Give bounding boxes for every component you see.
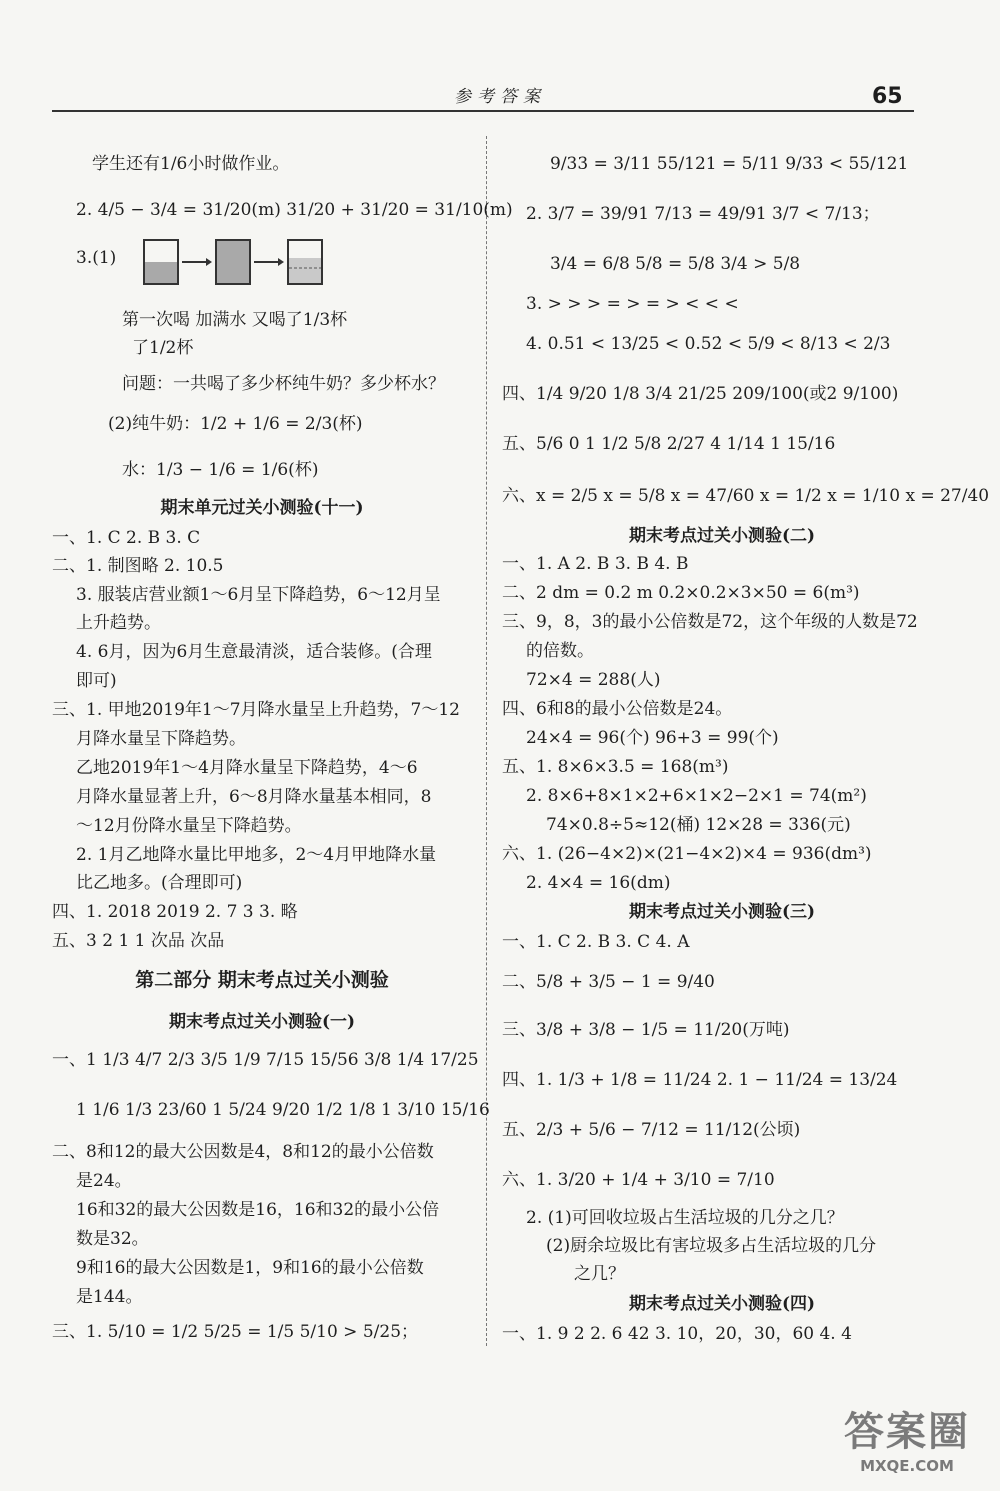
answer-line: 2. 8×6+8×1×2+6×1×2−2×1 = 74(m²) bbox=[526, 786, 867, 806]
answer-line: ～12月份降水量呈下降趋势。 bbox=[76, 816, 302, 836]
answer-line: 一、1. 9 2 2. 6 42 3. 10，20，30，60 4. 4 bbox=[502, 1324, 852, 1344]
watermark-logo: 答案圈 bbox=[844, 1409, 970, 1455]
answer-line: 三、1. 甲地2019年1～7月降水量呈上升趋势，7～12 bbox=[52, 700, 460, 720]
answer-line: 二、1. 制图略 2. 10.5 bbox=[52, 556, 224, 576]
answer-line: 三、3/8 + 3/8 − 1/5 = 11/20(万吨) bbox=[502, 1020, 790, 1040]
answer-line: 月降水量显著上升，6～8月降水量基本相同，8 bbox=[76, 787, 432, 807]
answer-line: 六、1. (26−4×2)×(21−4×2)×4 = 936(dm³) bbox=[502, 844, 872, 864]
answer-line: 五、5/6 0 1 1/2 5/8 2/27 4 1/14 1 15/16 bbox=[502, 434, 836, 454]
answer-line: 四、1/4 9/20 1/8 3/4 21/25 209/100(或2 9/100) bbox=[502, 384, 899, 404]
answer-line: 比乙地多。(合理即可) bbox=[76, 873, 243, 893]
answer-line: 9和16的最大公因数是1，9和16的最小公倍数 bbox=[76, 1258, 424, 1278]
answer-line: 二、8和12的最大公因数是4，8和12的最小公倍数 bbox=[52, 1142, 434, 1162]
answer-line: 是144。 bbox=[76, 1287, 143, 1307]
answer-line: 即可) bbox=[76, 671, 117, 691]
answer-line: 2. 4/5 − 3/4 = 31/20(m) 31/20 + 31/20 = 31/10(m) bbox=[76, 200, 513, 220]
answer-line: 2. 3/7 = 39/91 7/13 = 49/91 3/7 < 7/13； bbox=[526, 204, 880, 224]
answer-line: 四、1. 2018 2019 2. 7 3 3. 略 bbox=[52, 902, 298, 922]
answer-line: 3. > > > = > = > < < < bbox=[526, 294, 739, 314]
answer-line: 五、3 2 1 1 次品 次品 bbox=[52, 931, 225, 951]
cup-3-liquid bbox=[289, 258, 321, 283]
answer-line: 二、5/8 + 3/5 − 1 = 9/40 bbox=[502, 972, 715, 992]
answer-line: 一、1 1/3 4/7 2/3 3/5 1/9 7/15 15/56 3/8 1/4 17/25 bbox=[52, 1050, 479, 1070]
answer-line: (2)纯牛奶：1/2 + 1/6 = 2/3(杯) bbox=[108, 414, 363, 434]
answer-line: 72×4 = 288(人) bbox=[526, 670, 661, 690]
answer-line: 的倍数。 bbox=[526, 641, 594, 661]
answer-line: 学生还有1/6小时做作业。 bbox=[92, 154, 290, 174]
watermark-url: MXQE.COM bbox=[860, 1457, 954, 1475]
answer-line: 问题：一共喝了多少杯纯牛奶？多少杯水？ bbox=[122, 374, 445, 394]
answer-line: 水：1/3 − 1/6 = 1/6(杯) bbox=[122, 460, 319, 480]
watermark bbox=[822, 1400, 992, 1475]
section-heading: 期末考点过关小测验(三) bbox=[628, 902, 816, 922]
header-title: 参考答案 bbox=[454, 87, 546, 107]
answer-line: 74×0.8÷5≈12(桶) 12×28 = 336(元) bbox=[546, 815, 851, 835]
answer-line: 3. 服装店营业额1～6月呈下降趋势，6～12月呈 bbox=[76, 585, 441, 605]
answer-line: 一、1. C 2. B 3. C 4. A bbox=[502, 932, 690, 952]
answer-line: 数是32。 bbox=[76, 1229, 149, 1249]
answer-line: 3/4 = 6/8 5/8 = 5/8 3/4 > 5/8 bbox=[550, 254, 801, 274]
answer-line: 一、1. A 2. B 3. B 4. B bbox=[502, 554, 689, 574]
answer-line: 乙地2019年1～4月降水量呈下降趋势，4～6 bbox=[76, 758, 418, 778]
section-heading: 第二部分 期末考点过关小测验 bbox=[135, 969, 389, 991]
answer-line: 五、2/3 + 5/6 − 7/12 = 11/12(公顷) bbox=[502, 1120, 801, 1140]
answer-line: 4. 6月，因为6月生意最清淡，适合装修。(合理 bbox=[76, 642, 432, 662]
section-heading: 期末考点过关小测验(二) bbox=[628, 526, 816, 546]
answer-line: 四、6和8的最小公倍数是24。 bbox=[502, 699, 733, 719]
answer-line: 上升趋势。 bbox=[76, 613, 161, 633]
answer-line: 2. 1月乙地降水量比甲地多，2～4月甲地降水量 bbox=[76, 845, 437, 865]
milk-cups-diagram bbox=[142, 238, 362, 286]
arrow-2-head bbox=[278, 258, 284, 266]
answer-line: 1 1/6 1/3 23/60 1 5/24 9/20 1/2 1/8 1 3/10 15/16 bbox=[76, 1100, 490, 1120]
answer-line: 五、1. 8×6×3.5 = 168(m³) bbox=[502, 757, 729, 777]
answer-line: 月降水量呈下降趋势。 bbox=[76, 729, 246, 749]
answer-line: 9/33 = 3/11 55/121 = 5/11 9/33 < 55/121 bbox=[550, 154, 909, 174]
answer-line: 第一次喝 加满水 又喝了1/3杯 bbox=[122, 310, 348, 330]
cup-2 bbox=[216, 240, 250, 284]
arrow-1-head bbox=[206, 258, 212, 266]
answer-line: 三、9，8，3的最小公倍数是72，这个年级的人数是72 bbox=[502, 612, 918, 632]
answer-line: 24×4 = 96(个) 96+3 = 99(个) bbox=[526, 728, 779, 748]
answer-line: 3.(1) bbox=[76, 248, 117, 268]
answer-line: 六、1. 3/20 + 1/4 + 3/10 = 7/10 bbox=[502, 1170, 775, 1190]
answer-line: 三、1. 5/10 = 1/2 5/25 = 1/5 5/10 > 5/25； bbox=[52, 1322, 419, 1342]
answer-line: 二、2 dm = 0.2 m 0.2×0.2×3×50 = 6(m³) bbox=[502, 583, 860, 603]
answer-line: 了1/2杯 bbox=[132, 338, 194, 358]
section-heading: 期末考点过关小测验(四) bbox=[628, 1294, 816, 1314]
column-divider bbox=[486, 136, 487, 1346]
answer-line: 四、1. 1/3 + 1/8 = 11/24 2. 1 − 11/24 = 13/24 bbox=[502, 1070, 898, 1090]
answer-line: (2)厨余垃圾比有害垃圾多占生活垃圾的几分 bbox=[546, 1236, 877, 1256]
section-heading: 期末考点过关小测验(一) bbox=[168, 1012, 356, 1032]
section-heading: 期末单元过关小测验(十一) bbox=[160, 498, 364, 518]
answer-line: 之几？ bbox=[574, 1264, 625, 1284]
answer-line: 16和32的最大公因数是16，16和32的最小公倍 bbox=[76, 1200, 440, 1220]
answer-line: 一、1. C 2. B 3. C bbox=[52, 528, 201, 548]
header-rule bbox=[52, 110, 914, 112]
answer-line: 2. (1)可回收垃圾占生活垃圾的几分之几？ bbox=[526, 1208, 844, 1228]
answer-line: 4. 0.51 < 13/25 < 0.52̇ < 5/9 < 8/13 < 2/3 bbox=[526, 334, 891, 354]
page-number: 65 bbox=[872, 84, 903, 109]
answer-line: 六、x = 2/5 x = 5/8 x = 47/60 x = 1/2 x = 1/10 x = 27/40 bbox=[502, 486, 990, 506]
answer-line: 是24。 bbox=[76, 1171, 132, 1191]
answer-line: 2. 4×4 = 16(dm) bbox=[526, 873, 671, 893]
cup-1-milk bbox=[145, 262, 177, 283]
